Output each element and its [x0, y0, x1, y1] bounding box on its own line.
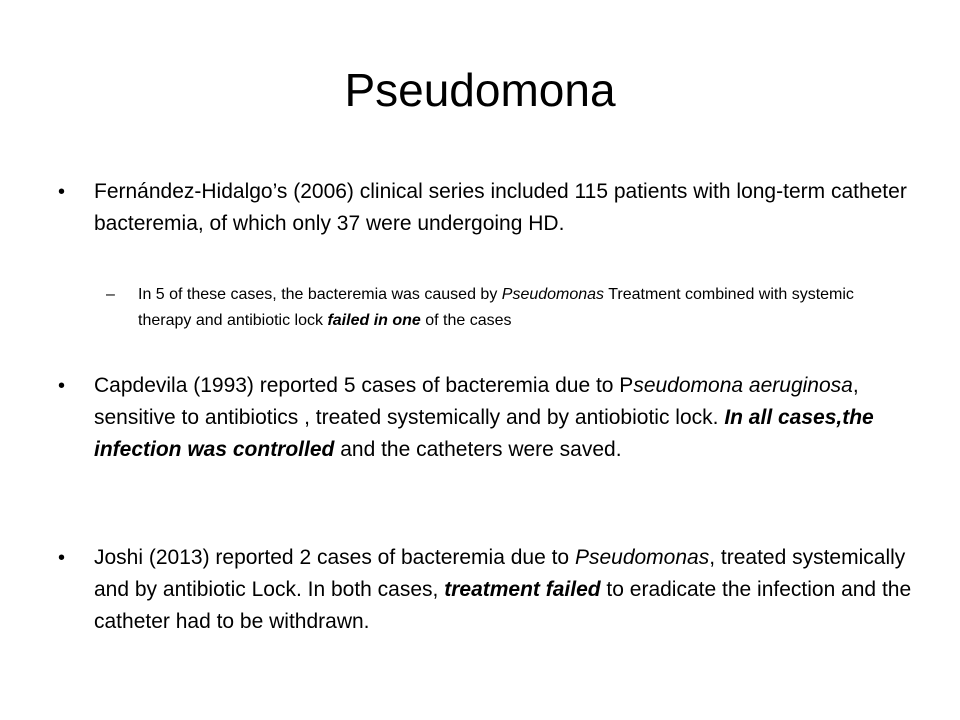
- bullet-text-part1: Capdevila (1993) reported 5 cases of bacteremia due to P: [94, 374, 634, 397]
- bullet-marker: •: [58, 375, 66, 397]
- bullet-text-organism: Pseudomonas: [574, 546, 710, 569]
- bullet-text-part2: , sensitive to antibiotics , treated systemically and by antiobiotic lock.: [94, 374, 859, 429]
- bullet-text: Fernández-Hidalgo’s (2006) clinical series included 115 patients with long-term catheter bacteremia, of which only 37 were undergoing HD.: [94, 180, 907, 235]
- dash-marker: –: [106, 286, 115, 303]
- bullet-text-part1: Joshi (2013) reported 2 cases of bacteremia due to: [94, 546, 575, 569]
- bullet-marker: •: [58, 181, 66, 203]
- sub-text-part3: of the cases: [420, 312, 512, 329]
- bullet-text-part3: and the catheters were saved.: [334, 438, 622, 461]
- sub-text-part1: In 5 of these cases, the bacteremia was caused by: [138, 286, 502, 303]
- bullet-text-part2: , treated systemically and by antibiotic Lock. In both cases,: [94, 546, 906, 601]
- bullet-text-emphasis: treatment failed: [444, 578, 601, 601]
- bullet-item-2: [58, 370, 914, 466]
- bullet-item-3: [58, 542, 914, 638]
- slide-title: Pseudomona: [344, 64, 616, 116]
- bullet-text-part3: to eradicate the infection and the catheter had to be withdrawn.: [94, 578, 912, 633]
- sub-text-organism: Pseudomonas: [501, 286, 605, 303]
- bullet-marker: •: [58, 547, 66, 569]
- bullet-item-1: [58, 176, 914, 240]
- sub-text-part2: Treatment combined with systemic therapy and antibiotic lock: [138, 286, 854, 329]
- sub-bullet-item-1: [106, 282, 908, 334]
- bullet-text-emphasis: In all cases,the infection was controlled: [94, 406, 874, 461]
- sub-text-emphasis: failed in one: [327, 312, 421, 329]
- bullet-text-organism: seudomona aeruginosa: [633, 374, 853, 397]
